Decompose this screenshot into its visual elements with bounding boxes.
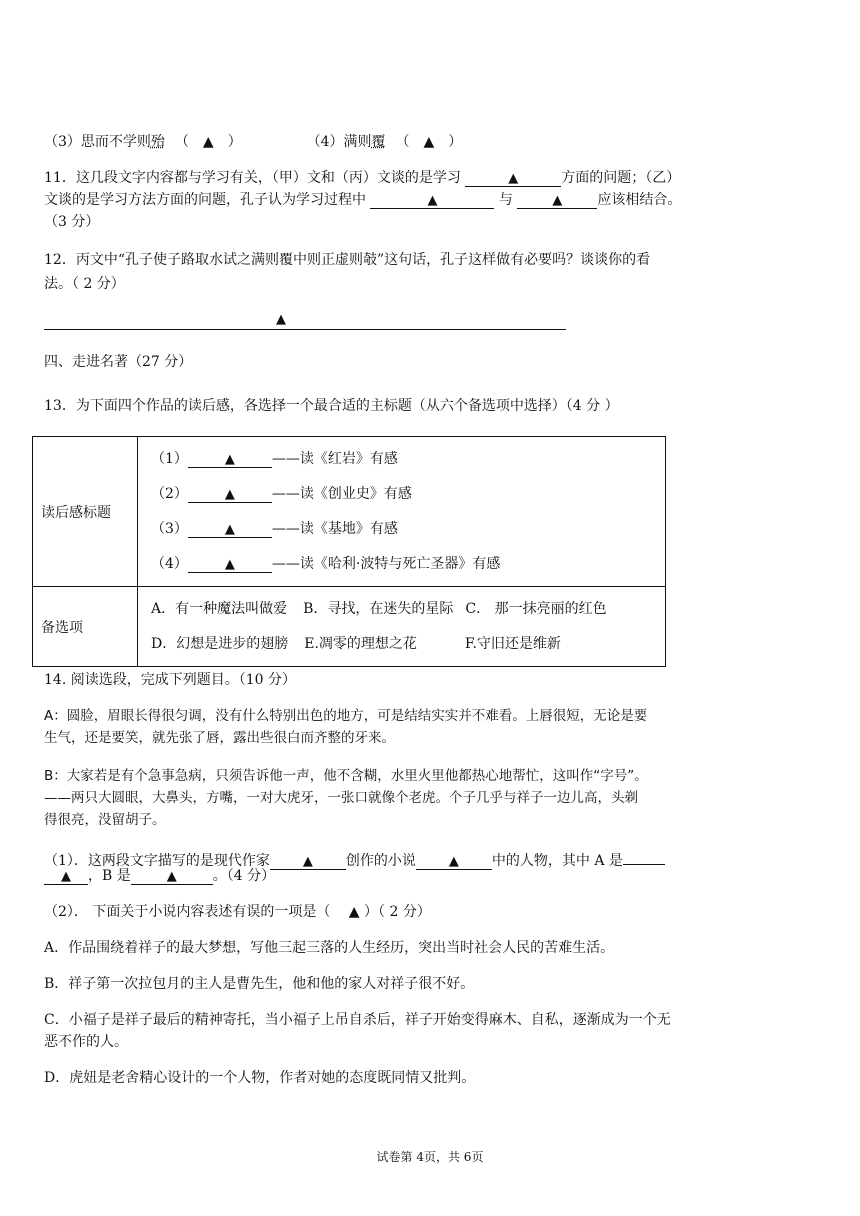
q14-sub2: （2）． 下面关于小说内容表述有误的一项是（ ▲ ）（ 2 分） xyxy=(44,904,431,920)
title-num: （4） xyxy=(151,555,188,572)
a-blank-start[interactable] xyxy=(623,846,665,865)
option-a-text: A．作品围绕着祥子的最大梦想，写他三起三落的人生经历，突出当时社会人民的苦难生活。 xyxy=(44,940,615,956)
title-num: （3） xyxy=(151,520,188,537)
passage-a-line-2: 生气，还是要笑，就先张了唇，露出些很白而齐整的牙来。 xyxy=(44,730,395,746)
q11-text-1: 11．这几段文字内容都与学习有关，（甲）文和（丙）文谈的是学习 xyxy=(44,170,461,186)
options-cell xyxy=(138,587,666,667)
q12-line2: 法。（ 2 分） xyxy=(44,276,125,292)
sub1-text-1: （1）．这两段文字描写的是现代作家 xyxy=(44,853,270,869)
title-suffix: ——读《基地》有感 xyxy=(271,520,398,537)
triangle-icon: ▲ xyxy=(166,869,177,884)
triangle-icon: ▲ xyxy=(224,522,235,537)
q11-line1 xyxy=(44,168,680,188)
b-blank[interactable] xyxy=(131,866,213,885)
triangle-icon: ▲ xyxy=(508,171,519,186)
triangle-icon: ▲ xyxy=(224,487,235,502)
passage-b-line-1: B：大家若是有个急事急病，只须告诉他一声，他不含糊，水里火里他都热心地帮忙，这叫作“字号”。 xyxy=(44,768,648,784)
title-num: （2） xyxy=(151,485,188,502)
title-row xyxy=(139,511,664,546)
q11-score: （3 分） xyxy=(44,214,100,230)
title-blank[interactable] xyxy=(188,449,272,468)
q12-answer-line[interactable] xyxy=(44,329,566,330)
q11-blank-1[interactable] xyxy=(465,168,561,187)
title-blank[interactable] xyxy=(188,484,272,503)
titles-cell xyxy=(138,437,666,587)
q11-blank-3[interactable] xyxy=(517,190,597,209)
triangle-icon: ▲ xyxy=(552,193,563,208)
q10-item4-prefix: （4）满则 xyxy=(306,134,372,150)
q10-items xyxy=(44,132,462,152)
title-blank[interactable] xyxy=(188,519,272,538)
section-heading: 四、走进名著（27 分） xyxy=(44,354,193,370)
q11-blank-2[interactable] xyxy=(370,190,494,209)
q13-stem: 13．为下面四个作品的读后感，各选择一个最合适的主标题（从六个备选项中选择）（4 分 ） xyxy=(44,398,619,414)
triangle-icon: ▲ xyxy=(276,312,286,327)
option-e: E.凋零的理想之花 xyxy=(304,636,417,652)
title-suffix: ——读《哈利·波特与死亡圣器》有感 xyxy=(271,555,501,572)
q11-text-2: 方面的问题；（乙） xyxy=(561,170,681,186)
option-b: B．寻找，在迷失的星际 xyxy=(303,601,454,617)
page-footer: 试卷第 4页，共 6页 xyxy=(376,1150,484,1164)
q10-item4-char: 覆 xyxy=(371,134,386,150)
triangle-icon: ▲ xyxy=(448,854,459,869)
reading-table xyxy=(32,436,666,667)
q14-sub1-line2 xyxy=(44,866,275,886)
title-suffix: ——读《创业史》有感 xyxy=(271,485,412,502)
triangle-icon: ▲ xyxy=(224,452,235,467)
title-row xyxy=(139,546,664,581)
novel-blank[interactable] xyxy=(416,851,492,870)
triangle-icon: ▲ xyxy=(224,557,235,572)
sub1-text-5: 。（4 分） xyxy=(212,868,276,884)
option-c-text-1: C．小福子是祥子最后的精神寄托，当小福子上吊自杀后，祥子开始变得麻木、自私，逐渐成为一个无 xyxy=(44,1012,671,1028)
options-label-cell xyxy=(33,587,138,667)
option-f: F.守旧还是维新 xyxy=(464,636,561,652)
passage-a-line-1: A：圆脸，眉眼长得很匀调，没有什么特别出色的地方，可是结结实实并不难看。上唇很短，无论是要 xyxy=(44,708,648,724)
triangle-icon: ▲ xyxy=(302,854,313,869)
sub1-text-4: ，B 是 xyxy=(88,868,131,884)
title-row xyxy=(139,441,664,476)
passage-b-line-3: 得很亮，没留胡子。 xyxy=(44,812,166,828)
title-label: 读后感标题 xyxy=(41,504,111,521)
option-d-text: D．虎妞是老舍精心设计的一个人物，作者对她的态度既同情又批判。 xyxy=(44,1070,476,1086)
passage-b-line-2: ——两只大圆眼，大鼻头，方嘴，一对大虎牙，一张口就像个老虎。个子几乎与祥子一边儿高，头剃 xyxy=(44,790,638,806)
q11-text-5: 应该相结合。 xyxy=(597,192,682,208)
q10-item4-answer[interactable]: （ ▲ ） xyxy=(395,134,463,150)
q11-line2 xyxy=(44,190,681,210)
title-suffix: ——读《红岩》有感 xyxy=(271,450,398,467)
q10-item3-prefix: （3）思而不学则 xyxy=(44,134,151,150)
q10-item3-char: 殆 xyxy=(150,134,165,150)
title-blank[interactable] xyxy=(188,554,272,573)
title-label-cell xyxy=(33,437,138,587)
options-label: 备选项 xyxy=(41,619,83,636)
sub1-text-2: 创作的小说 xyxy=(345,853,416,869)
q12-line1: 12．丙文中“孔子使子路取水试之满则覆中则正虚则攲”这句话，孔子这样做有必要吗？谈谈你的看 xyxy=(44,252,651,268)
q10-item3-answer[interactable]: （ ▲ ） xyxy=(174,134,242,150)
q14-stem: 14. 阅读选段，完成下列题目。（10 分） xyxy=(44,672,296,688)
options-row-2 xyxy=(139,627,664,662)
q11-text-4: 与 xyxy=(498,192,513,208)
sub1-text-3: 中的人物，其中 A 是 xyxy=(491,853,623,869)
option-c: C． 那一抹亮丽的红色 xyxy=(465,601,607,617)
options-row-1 xyxy=(139,592,664,627)
option-c-text-2: 恶不作的人。 xyxy=(44,1034,128,1050)
triangle-icon: ▲ xyxy=(427,193,438,208)
author-blank[interactable] xyxy=(270,851,346,870)
a-blank-end[interactable] xyxy=(44,866,88,885)
option-d: D．幻想是进步的翅膀 xyxy=(151,636,289,652)
option-b-text: B．祥子第一次拉包月的主人是曹先生，他和他的家人对祥子很不好。 xyxy=(44,976,475,992)
title-num: （1） xyxy=(151,450,188,467)
title-row xyxy=(139,476,664,511)
q11-text-3: 文谈的是学习方法方面的问题，孔子认为学习过程中 xyxy=(44,192,366,208)
option-a: A．有一种魔法叫做爱 xyxy=(151,601,288,617)
triangle-icon: ▲ xyxy=(61,869,71,884)
